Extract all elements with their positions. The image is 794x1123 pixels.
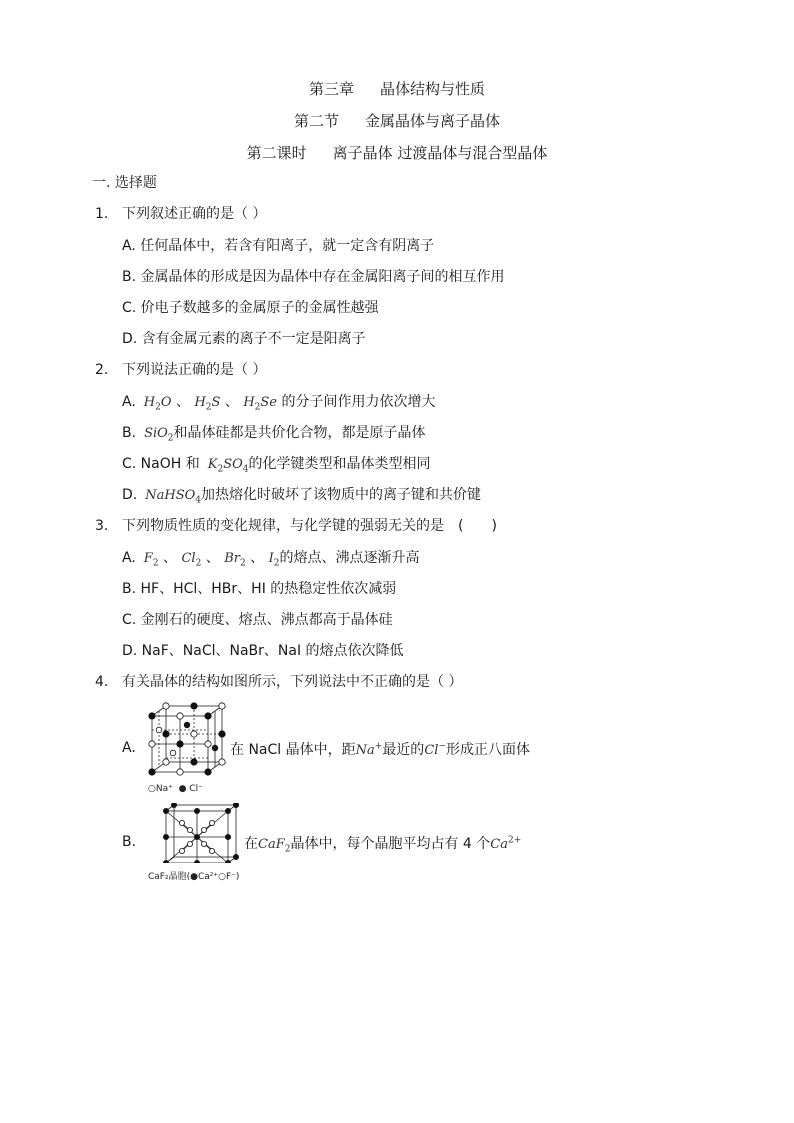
q4-option-a-text: 在 NaCl 晶体中，距Na+最近的Cl−形成正八面体 [230, 741, 530, 758]
nacl-legend-cl: ● Cl⁻ [178, 784, 203, 794]
lesson-title: 第二课时 离子晶体 过渡晶体与混合型晶体 [246, 144, 548, 162]
q1-option-b: B. 金属晶体的形成是因为晶体中存在金属阳离子间的相互作用 [122, 269, 505, 285]
q2-number: 2. [95, 362, 109, 378]
q4-number: 4. [95, 674, 109, 690]
q2-option-a: A. $H_2O$ 、 $H_2S$ 、 $H_2Se$ 的分子间作用力依次增大 [122, 394, 436, 413]
q3-number: 3. [95, 518, 109, 534]
q2-stem: 下列说法正确的是（ ） [122, 362, 267, 378]
q3-option-c: C. 金刚石的硬度、熔点、沸点都高于晶体硅 [122, 612, 393, 628]
q2-option-b: B. SiO$_2$和晶体硅都是共价化合物，都是原子晶体 [122, 425, 426, 444]
caf2-caption: CaF₂晶胞(●Ca²⁺○F⁻) [148, 872, 240, 882]
q1-number: 1. [95, 206, 109, 222]
q3-stem: 下列物质性质的变化规律，与化学键的强弱无关的是 ( ) [122, 518, 497, 534]
caf2-lattice-diagram [148, 803, 240, 863]
q1-option-d: D. 含有金属元素的离子不一定是阳离子 [122, 331, 366, 347]
q2-option-c: C. NaOH 和 $K_2SO_4$的化学键类型和晶体类型相同 [122, 456, 431, 475]
q4-option-b-text: 在CaF$_2$晶体中，每个晶胞平均占有 4 个$Ca^{2+}$ [244, 835, 522, 855]
q4-option-a-label: A. [122, 740, 136, 756]
section-title: 第二节 金属晶体与离子晶体 [293, 112, 501, 130]
nacl-crystal-figure [148, 702, 230, 794]
section-label: 一. 选择题 [92, 175, 157, 191]
chapter-title: 第三章 晶体结构与性质 [308, 80, 486, 98]
q2-option-d: D. NaHSO$_4$加热熔化时破坏了该物质中的离子键和共价键 [122, 487, 481, 506]
nacl-lattice-diagram [148, 702, 230, 782]
q4-option-b-label: B. [122, 834, 137, 850]
q3-option-a: A. $F_2$ 、 $Cl_2$ 、 $Br_2$ 、 $I_2$的熔点、沸点逐渐升高 [122, 550, 420, 569]
q3-option-d: D. NaF、NaCl、NaBr、NaI 的熔点依次降低 [122, 643, 404, 659]
q3-option-b: B. HF、HCl、HBr、HI 的热稳定性依次减弱 [122, 581, 397, 597]
q1-stem: 下列叙述正确的是（ ） [122, 206, 267, 222]
nacl-legend-na: ○Na⁺ [148, 784, 173, 794]
caf2-crystal-figure [148, 803, 240, 882]
q4-stem: 有关晶体的结构如图所示，下列说法中不正确的是（ ） [122, 674, 463, 690]
q1-option-c: C. 价电子数越多的金属原子的金属性越强 [122, 300, 379, 316]
q1-option-a: A. 任何晶体中，若含有阳离子，就一定含有阴离子 [122, 238, 435, 254]
